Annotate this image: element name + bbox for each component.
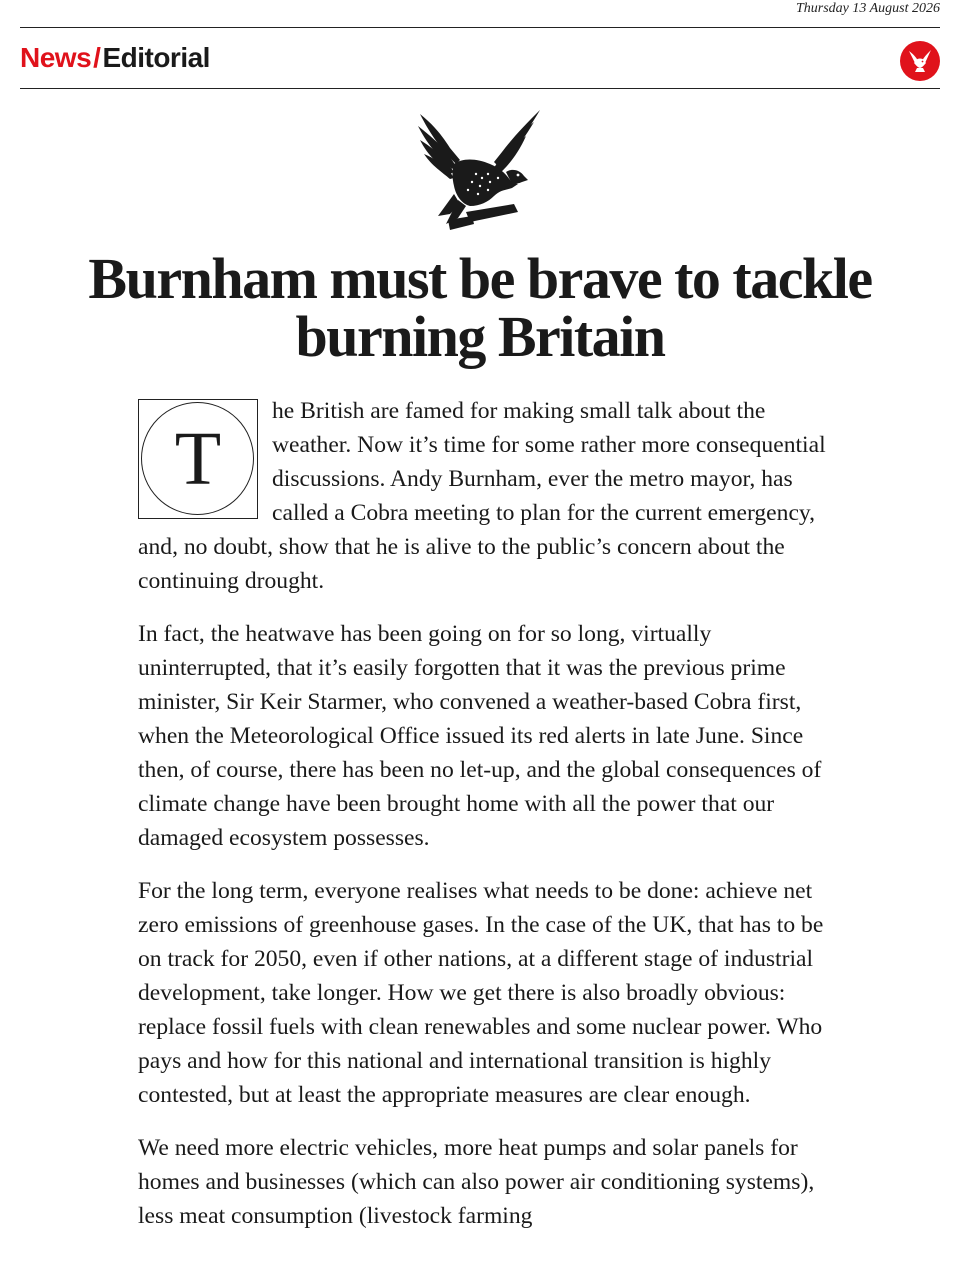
top-divider: [20, 27, 940, 28]
section-editorial-link[interactable]: Editorial: [102, 42, 210, 73]
eagle-badge-icon[interactable]: [900, 41, 940, 81]
section-news-link[interactable]: News: [20, 42, 92, 73]
dropcap-letter: T: [174, 417, 222, 501]
header-divider: [20, 88, 940, 89]
section-breadcrumb: [20, 40, 210, 76]
dropcap: [138, 399, 258, 519]
article-paragraph: [138, 394, 828, 598]
article-paragraph-text: he British are famed for making small talk about the weather. Now it’s time for some rather more consequential discussions. Andy Burnham, ever the metro mayor, has called a Cobra meeting to plan for the current emergency, and, no doubt, show that he is alive to the public’s concern about the continuing drought.: [138, 398, 826, 594]
article-body: [138, 394, 828, 1252]
article-paragraph: We need more electric vehicles, more heat pumps and solar panels for homes and businesses (which can also power air conditioning systems), less meat consumption (livestock farming: [138, 1135, 815, 1229]
eagle-badge-glyph: [905, 46, 935, 76]
article-paragraph: In fact, the heatwave has been going on for so long, virtually uninterrupted, that it’s easily forgotten that it was the previous prime minister, Sir Keir Starmer, who convened a weather-based Cobra first, when the Meteorological Office issued its red alerts in late June. Since then, of course, there has been no let-up, and the global consequences of climate change have been brought home with all the power that our damaged ecosystem possesses.: [138, 621, 822, 851]
eagle-logo-icon: [410, 108, 550, 238]
section-separator: /: [93, 42, 101, 73]
publication-date: Thursday 13 August 2026: [795, 1, 940, 16]
article-headline: Burnham must be brave to tackle burning Britain: [88, 246, 872, 369]
article-paragraph: For the long term, everyone realises what needs to be done: achieve net zero emissions of greenhouse gases. In the case of the UK, that has to be on track for 2050, even if other nations, at a different stage of industrial development, take longer. How we get there is also broadly obvious: replace fossil fuels with clean renewables and some nuclear power. Who pays and how for this national and international transition is highly contested, but at least the appropriate measures are clear enough.: [138, 878, 824, 1108]
